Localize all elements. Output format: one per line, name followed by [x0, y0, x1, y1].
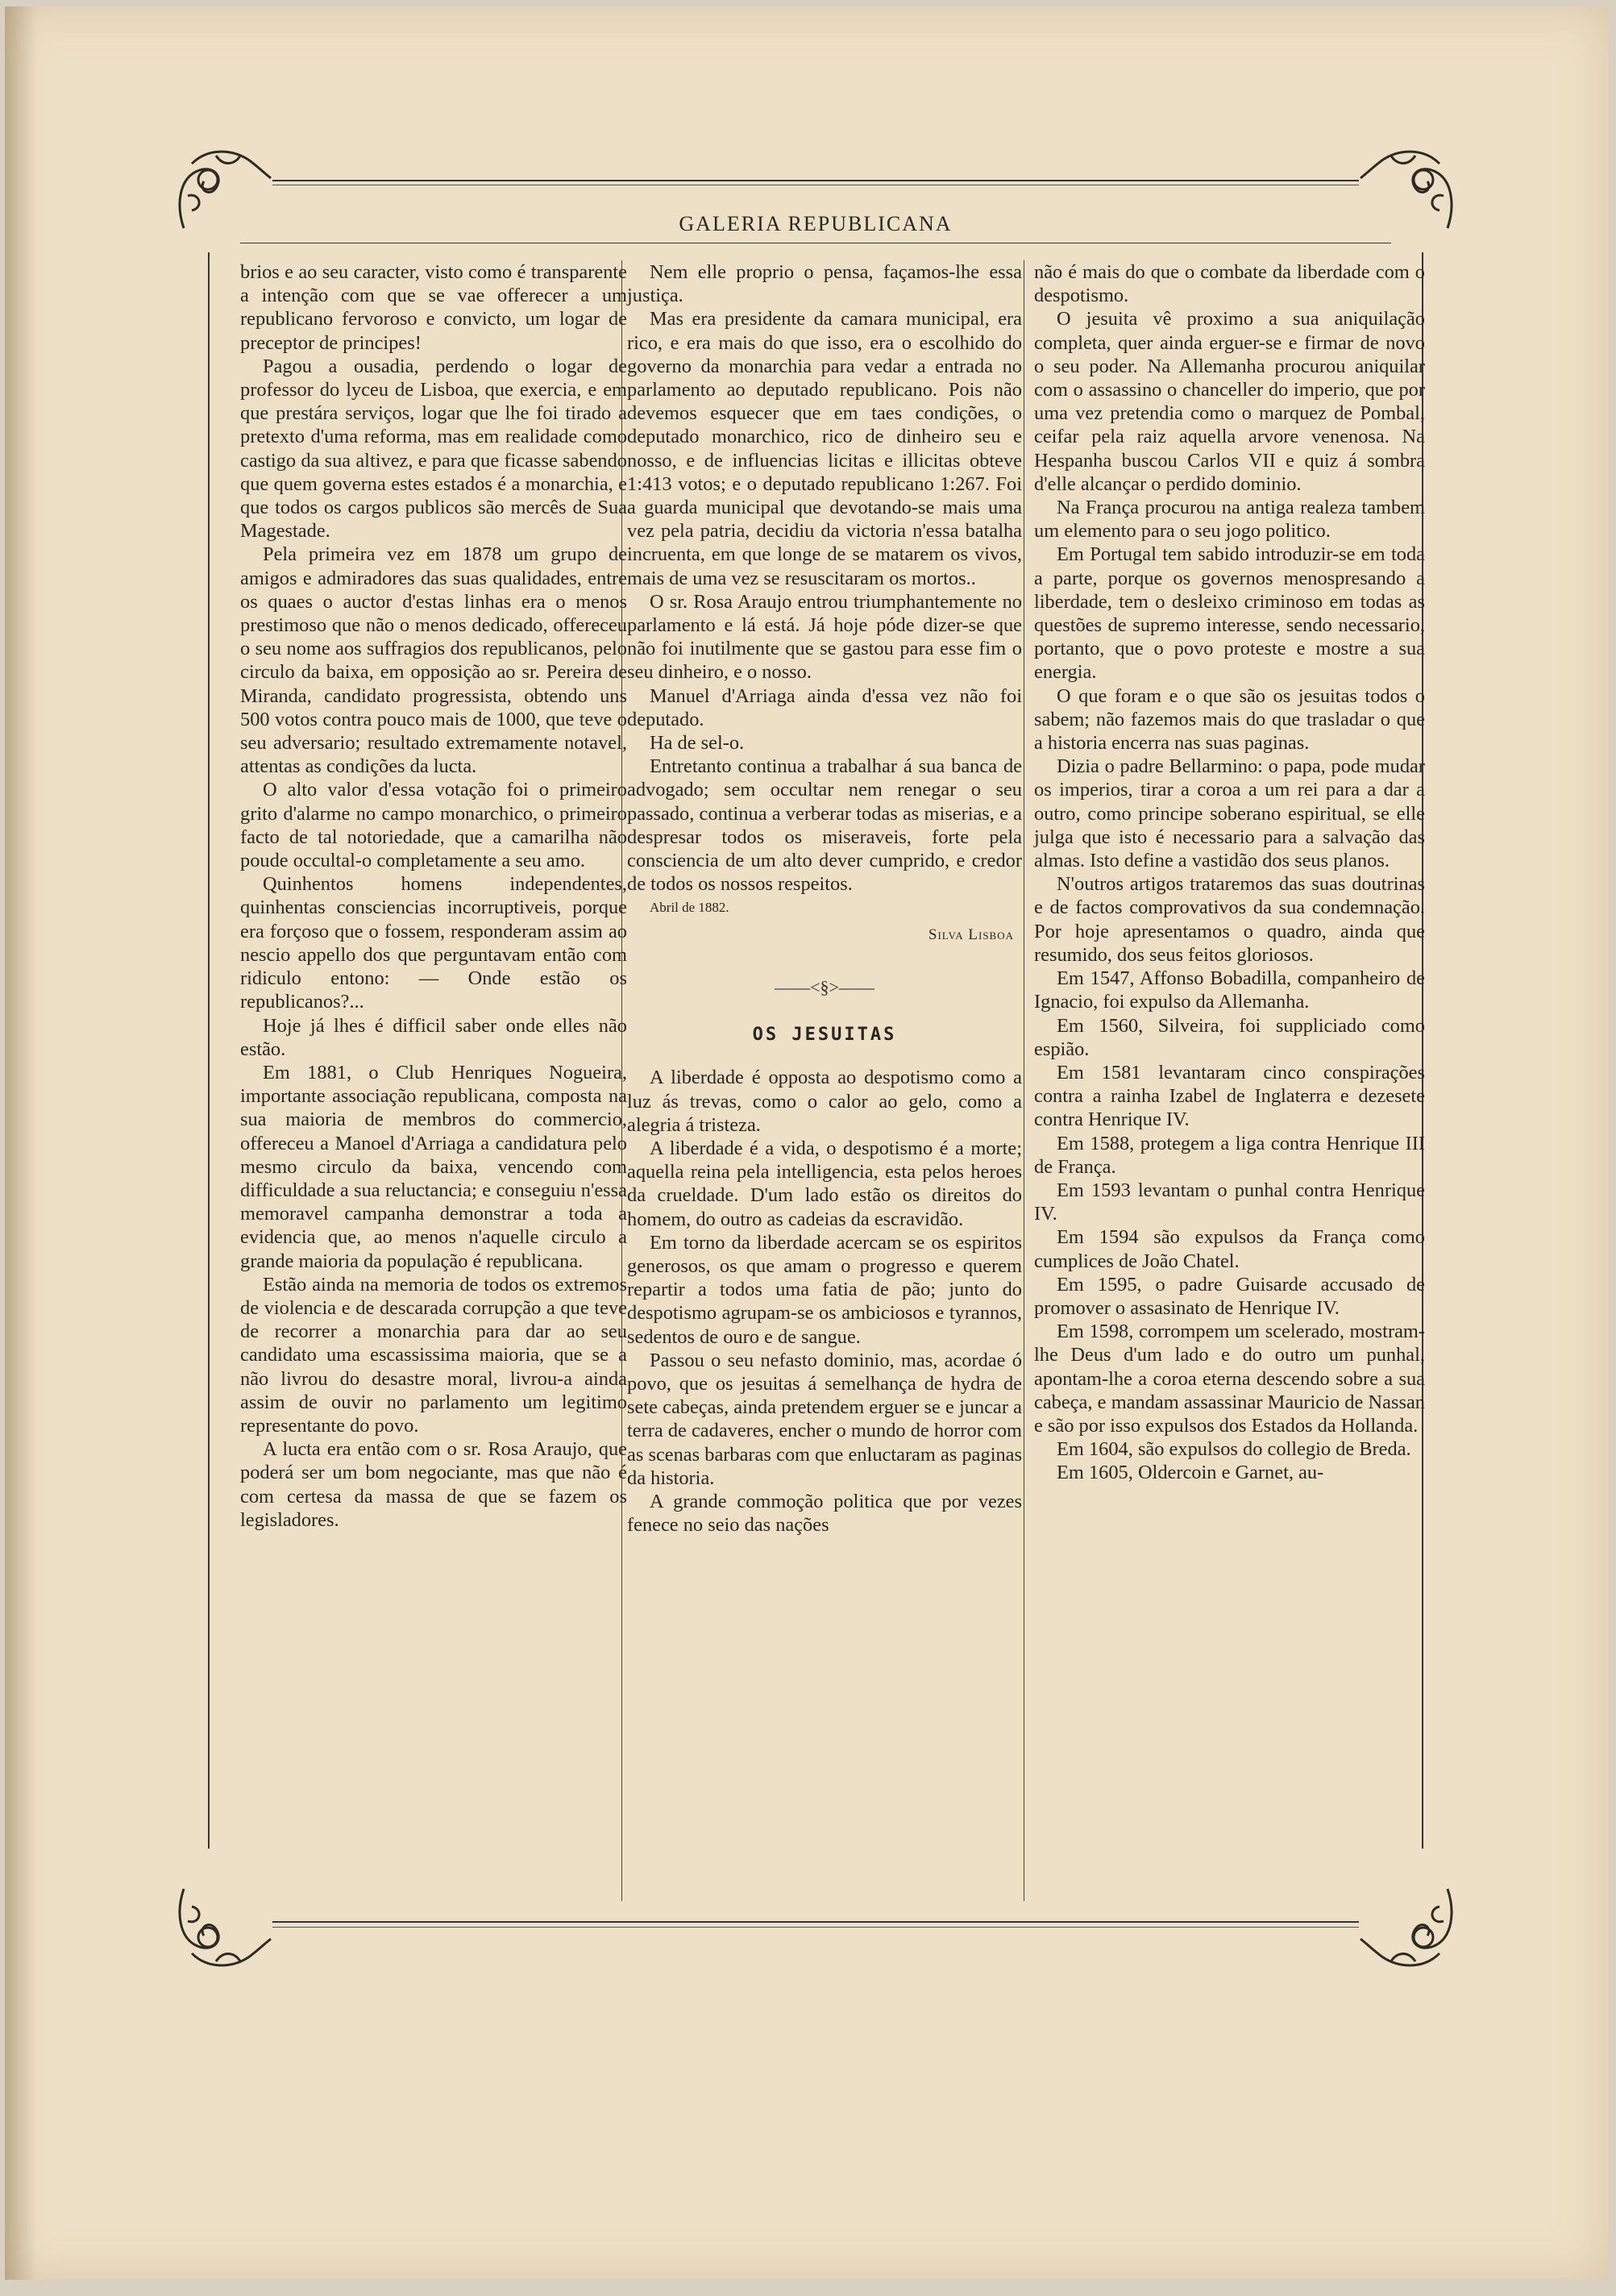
- paragraph: O alto valor d'essa votação foi o primeiro grito d'alarme no campo monarchico, o primeiro facto de tal notoriedade, que a camarilha não poude occultal-o completamente a seu amo.: [240, 779, 627, 872]
- paragraph: Em 1588, protegem a liga contra Henrique III de França.: [1034, 1132, 1425, 1178]
- paragraph: Em 1881, o Club Henriques Nogueira, importante associação republicana, composta na sua maioria de membros do commercio, offereceu a Manoel d'Arriaga a candidatura pelo mesmo circulo da baixa, vencendo com difficuldade a sua reluctancia; e conseguiu n'essa memoravel campanha demonstrar a toda a evidencia que, ao menos n'aquelle circulo a grande maioria da população é republicana.: [240, 1061, 627, 1272]
- paragraph: A grande commoção politica que por vezes fenece no seio das nações: [627, 1490, 1022, 1537]
- column-2: [627, 260, 1022, 1537]
- corner-flourish-icon: [1359, 1873, 1464, 1978]
- article-date: Abril de 1882.: [650, 900, 729, 916]
- paragraph: Em Portugal tem sabido introduzir-se em toda a parte, porque os governos menospresando a liberdade, tem o desleixo criminoso em todas as questões de supremo interesse, sendo necessario, portanto, que o povo proteste e mostre a sua energia.: [1034, 543, 1425, 684]
- paragraph: Nem elle proprio o pensa, façamos-lhe essa justiça.: [627, 261, 1022, 307]
- paragraph: Em 1605, Oldercoin e Garnet, au-: [1057, 1462, 1324, 1484]
- paragraph: Pela primeira vez em 1878 um grupo de amigos e admiradores das suas qualidades, entre os quaes o auctor d'estas linhas era o menos prestimoso que não o menos dedicado, offereceu o seu nome aos suffragios dos republicanos, pelo circulo da baixa, em opposição ao sr. Pereira de Miranda, candidato progressista, obtendo uns 500 votos contra pouco mais de 1000, que teve o seu adversario; resultado extremamente notavel, attentas as condições da lucta.: [240, 543, 627, 778]
- frame-rule-top: [272, 180, 1359, 181]
- paragraph: Manuel d'Arriaga ainda d'essa vez não foi deputado.: [627, 684, 1022, 730]
- column-1: [240, 260, 627, 1532]
- paragraph: Estão ainda na memoria de todos os extremos de violencia e de descarada corrupção a que teve de recorrer a monarchia para dar ao seu candidato uma escassissima maioria, que se a não livrou do desastre moral, livrou-a ainda assim de ouvir no parlamento um legitimo representante do povo.: [240, 1273, 627, 1437]
- paragraph: Em torno da liberdade acercam se os espiritos generosos, os que amam o progresso e querem repartir a todos uma fatia de pão; junto do despotismo agrupam-se os ambiciosos e tyrannos, sedentos de ouro e de sangue.: [627, 1231, 1022, 1348]
- frame-rule-bottom-inner: [272, 1927, 1359, 1928]
- paragraph: Entretanto continua a trabalhar á sua banca de advogado; sem occultar nem renegar o seu passado, continua a verberar todas as miserias, e a despresar todos os miseraveis, forte pela consciencia de um alto dever cumprido, e credor de todos os nossos respeitos.: [627, 755, 1022, 896]
- paragraph: Em 1593 levantam o punhal contra Henrique IV.: [1034, 1179, 1425, 1225]
- paragraph: brios e ao seu caracter, visto como é transparente a intenção com que se vae offerecer a um republicano fervoroso e convicto, um logar de preceptor de principes!: [240, 261, 627, 354]
- paragraph: Ha de sel-o.: [650, 732, 745, 755]
- article-title: OS JESUITAS: [752, 1025, 897, 1046]
- paragraph: Em 1604, são expulsos do collegio de Breda.: [1057, 1438, 1411, 1461]
- column-3: [1034, 260, 1425, 1485]
- paragraph: Hoje já lhes é difficil saber onde elles não estão.: [240, 1014, 627, 1060]
- paragraph: Dizia o padre Bellarmino: o papa, pode mudar os imperios, tirar a coroa a um rei para a dar a outro, como principe soberano espiritual, se elle julga que isto é necessario para a salvação das almas. Isto define a vastidão dos seus planos.: [1034, 755, 1425, 872]
- paragraph: não é mais do que o combate da liberdade com o despotismo.: [1034, 261, 1425, 307]
- section-divider-ornament: ——<§>——: [775, 976, 874, 997]
- page: [5, 6, 1609, 2280]
- paragraph: Mas era presidente da camara municipal, era rico, e era mais do que isso, era o escolhido do governo da monarchia para vedar a entrada no parlamento ao deputado republicano. Pois não devemos esquecer que em taes condições, o deputado monarchico, rico de dinheiro seu e nosso, e de influencias licitas e illicitas obteve 1:413 votos; e o deputado republicano 1:267. Foi a guarda municipal que devotando-se mais uma vez pela patria, decidiu da victoria n'essa batalha incruenta, em que longe de se matarem os vivos, mais de uma vez se resuscitaram os mortos..: [627, 308, 1022, 589]
- paragraph: Em 1547, Affonso Bobadilla, companheiro de Ignacio, foi expulso da Allemanha.: [1034, 967, 1425, 1013]
- paragraph: Quinhentos homens independentes, quinhentas consciencias incorruptiveis, porque era forçoso que o fossem, responderam assim ao nescio appello dos que perguntavam então com ridiculo entono: — Onde estão os republicanos?...: [240, 873, 627, 1013]
- paragraph: N'outros artigos trataremos das suas doutrinas e de factos comprovativos da sua condemnação. Por hoje apresentamos o quadro, ainda que resumido, dos seus feitos gloriosos.: [1034, 873, 1425, 966]
- paragraph: Em 1595, o padre Guisarde accusado de promover o assasinato de Henrique IV.: [1034, 1273, 1425, 1319]
- paragraph: A liberdade é opposta ao despotismo como a luz ás trevas, como o calor ao gelo, como a alegria á tristeza.: [627, 1067, 1022, 1136]
- page-edge-shadow: [5, 6, 37, 2280]
- paragraph: Pagou a ousadia, perdendo o logar de professor do lyceu de Lisboa, que exercia, e em que prestára serviços, logar que lhe foi tirado a pretexto d'uma reforma, mas em realidade como castigo da sua altivez, e para que ficasse sabendo que quem governa estes estados é a monarchia, e que todos os cargos publicos são mercês de Sua Magestade.: [240, 355, 627, 543]
- frame-rule-left: [208, 252, 210, 1849]
- article-signature: Silva Lisboa: [928, 925, 1014, 943]
- paragraph: A lucta era então com o sr. Rosa Araujo, que poderá ser um bom negociante, mas que não é com certesa da massa de que se fazem os legisladores.: [240, 1438, 627, 1531]
- frame-rule-bottom: [272, 1921, 1359, 1923]
- ornamental-frame: [176, 156, 1456, 1953]
- paragraph: Na França procurou na antiga realeza tambem um elemento para o seu jogo politico.: [1034, 497, 1425, 543]
- paragraph: Em 1594 são expulsos da França como cumplices de João Chatel.: [1034, 1226, 1425, 1272]
- paragraph: O que foram e o que são os jesuitas todos o sabem; não fazemos mais do que trasladar o que a historia encerra nas suas paginas.: [1034, 684, 1425, 755]
- paragraph: Em 1598, corrompem um scelerado, mostram-lhe Deus d'um lado e do outro um punhal, apontam-lhe a coroa eterna descendo sobre a sua cabeça, e mandam assassinar Mauricio de Nassan e são por isso expulsos dos Estados da Hollanda.: [1034, 1321, 1425, 1437]
- paragraph: O sr. Rosa Araujo entrou triumphantemente no parlamento e lá está. Já hoje póde dizer-se que não foi inutilmente que se gastou para esse fim o seu dinheiro, e o nosso.: [627, 590, 1022, 684]
- paragraph: Em 1560, Silveira, foi suppliciado como espião.: [1034, 1014, 1425, 1060]
- paragraph: A liberdade é a vida, o despotismo é a morte; aquella reina pela intelligencia, esta pelos heroes da crueldade. D'um lado estão os direitos do homem, do outro as cadeias da escravidão.: [627, 1137, 1022, 1230]
- paragraph: Passou o seu nefasto dominio, mas, acordae ó povo, que os jesuitas á semelhança de hydra de sete cabeças, ainda pretendem erguer se e juncar a terra de cadaveres, encher o mundo de horror com as scenas barbaras com que enluctaram as paginas da historia.: [627, 1349, 1022, 1489]
- corner-flourish-icon: [168, 1873, 272, 1978]
- paragraph: Em 1581 levantaram cinco conspirações contra a rainha Izabel de Inglaterra e dezesete contra Henrique IV.: [1034, 1061, 1425, 1131]
- paragraph: O jesuita vê proximo a sua aniquilação completa, quer ainda erguer-se e firmar de novo o seu poder. Na Allemanha procurou aniquilar com o assassino o chanceller do imperio, que por uma vez pretendia como o marquez de Pombal, ceifar pela raiz aquella arvore venenosa. Na Hespanha buscou Carlos VII e quiz á sombra d'elle alcançar o perdido dominio.: [1034, 308, 1425, 495]
- running-header: GALERIA REPUBLICANA: [679, 212, 953, 235]
